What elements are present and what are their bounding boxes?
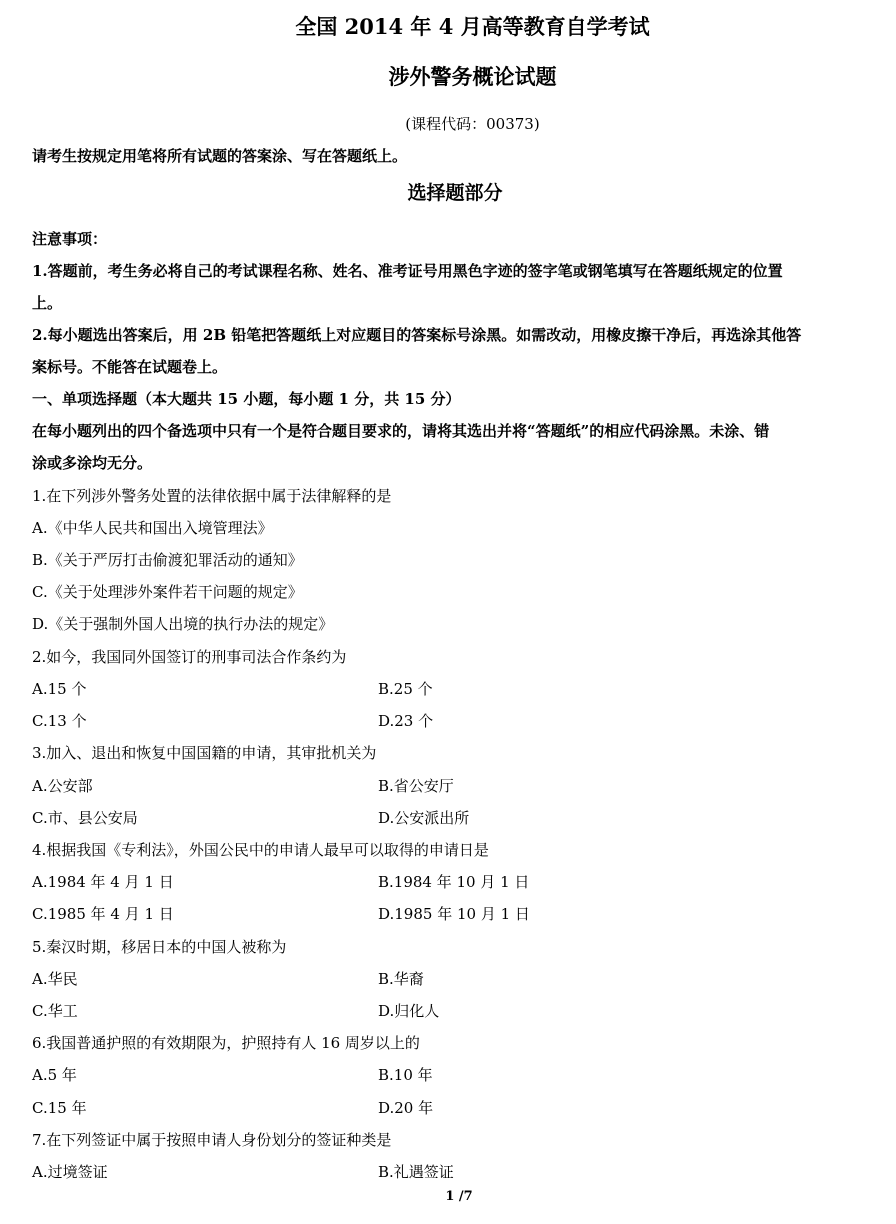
question-3-option-c: C.市、县公安局 [32, 809, 138, 827]
question-5-stem: 5.秦汉时期，移居日本的中国人被称为 [32, 938, 287, 956]
exam-subtitle: 涉外警务概论试题 [388, 64, 557, 89]
question-6-stem: 6.我国普通护照的有效期限为，护照持有人 16 周岁以上的 [32, 1034, 420, 1052]
question-4-option-b: B.1984 年 10 月 1 日 [378, 873, 530, 891]
question-3-option-d: D.公安派出所 [378, 809, 470, 827]
question-2-option-d: D.23 个 [378, 712, 434, 730]
question-1-option-d: D.《关于强制外国人出境的执行办法的规定》 [32, 615, 334, 633]
question-7-stem: 7.在下列签证中属于按照申请人身份划分的签证种类是 [32, 1131, 392, 1149]
answer-instruction: 请考生按规定用笔将所有试题的答案涂、写在答题纸上。 [32, 147, 408, 165]
notice-heading: 注意事项： [32, 230, 108, 248]
question-6-option-d: D.20 年 [378, 1099, 434, 1117]
question-2-option-c: C.13 个 [32, 712, 87, 730]
part1-desc-line-2: 涂或多涂均无分。 [32, 454, 153, 472]
notice-1-line-2: 上。 [32, 294, 63, 312]
question-7-option-b: B.礼遇签证 [378, 1163, 454, 1181]
question-5-option-c: C.华工 [32, 1002, 78, 1020]
question-2-option-b: B.25 个 [378, 680, 433, 698]
question-5-option-a: A.华民 [32, 970, 78, 988]
part1-heading: 一、单项选择题（本大题共 15 小题，每小题 1 分，共 15 分） [32, 390, 461, 408]
question-6-option-c: C.15 年 [32, 1099, 87, 1117]
question-4-stem: 4.根据我国《专利法》，外国公民中的申请人最早可以取得的申请日是 [32, 841, 489, 859]
question-1-stem: 1.在下列涉外警务处置的法律依据中属于法律解释的是 [32, 487, 392, 505]
question-6-option-a: A.5 年 [32, 1066, 77, 1084]
question-1-option-a: A.《中华人民共和国出入境管理法》 [32, 519, 273, 537]
question-3-option-b: B.省公安厅 [378, 777, 454, 795]
exam-title: 全国 2014 年 4 月高等教育自学考试 [295, 14, 650, 39]
part1-desc-line-1: 在每小题列出的四个备选项中只有一个是符合题目要求的，请将其选出并将“答题纸”的相应代码涂黑。未涂、错 [32, 422, 770, 440]
question-3-option-a: A.公安部 [32, 777, 93, 795]
question-1-option-c: C.《关于处理涉外案件若干问题的规定》 [32, 583, 303, 601]
page-number: 1 /7 [445, 1189, 473, 1204]
question-4-option-d: D.1985 年 10 月 1 日 [378, 905, 530, 923]
question-1-option-b: B.《关于严厉打击偷渡犯罪活动的通知》 [32, 551, 303, 569]
course-code: (课程代码：00373) [405, 115, 540, 133]
question-3-stem: 3.加入、退出和恢复中国国籍的申请，其审批机关为 [32, 744, 377, 762]
notice-2-line-2: 案标号。不能答在试题卷上。 [32, 358, 228, 376]
question-6-option-b: B.10 年 [378, 1066, 433, 1084]
question-5-option-d: D.归化人 [378, 1002, 440, 1020]
notice-2-line-1: 2.每小题选出答案后，用 2B 铅笔把答题纸上对应题目的答案标号涂黑。如需改动，用橡皮擦干净后，再选涂其他答 [32, 326, 802, 344]
question-4-option-a: A.1984 年 4 月 1 日 [32, 873, 174, 891]
question-7-option-a: A.过境签证 [32, 1163, 108, 1181]
question-2-stem: 2.如今，我国同外国签订的刑事司法合作条约为 [32, 648, 347, 666]
question-5-option-b: B.华裔 [378, 970, 424, 988]
question-4-option-c: C.1985 年 4 月 1 日 [32, 905, 174, 923]
notice-1-line-1: 1.答题前，考生务必将自己的考试课程名称、姓名、准考证号用黑色字迹的签字笔或钢笔填写在答题纸规定的位置 [32, 262, 783, 280]
question-2-option-a: A.15 个 [32, 680, 87, 698]
section-title: 选择题部分 [407, 182, 503, 204]
